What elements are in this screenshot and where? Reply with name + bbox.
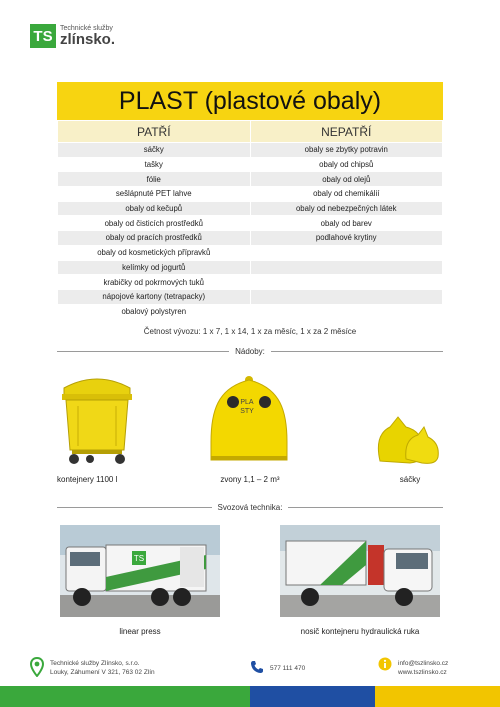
hook-lift-truck-image	[280, 525, 440, 617]
not-belongs-cell: obaly od barev	[250, 216, 443, 231]
footer-web[interactable]: www.tszlinsko.cz	[398, 669, 447, 677]
table-row	[58, 289, 443, 304]
not-belongs-cell	[250, 275, 443, 290]
label-container-1100: kontejnery 1100 l	[57, 475, 118, 484]
container-1100-image	[58, 370, 136, 466]
table-row	[58, 260, 443, 275]
belongs-cell: fólie	[58, 172, 251, 187]
bell-label: PLASTY	[240, 399, 254, 415]
belongs-cell: obaly od kečupů	[58, 201, 251, 216]
table-row	[58, 216, 443, 231]
not-belongs-cell: obaly od chemikálií	[250, 187, 443, 202]
not-belongs-cell: obaly se zbytky potravin	[250, 143, 443, 158]
label-bell: zvony 1,1 – 2 m³	[220, 475, 280, 484]
title-band	[57, 82, 443, 120]
belongs-cell: obalový polystyren	[58, 304, 251, 319]
label-bags: sáčky	[399, 475, 421, 484]
not-belongs-cell: obaly od olejů	[250, 172, 443, 187]
bell-container-image	[205, 372, 293, 468]
table-row	[58, 275, 443, 290]
table-row	[58, 187, 443, 202]
belongs-cell: obaly od čisticích prostředků	[58, 216, 251, 231]
company-logo	[30, 24, 115, 48]
footer-bar-green	[0, 686, 250, 707]
belongs-cell: krabičky od pokrmových tuků	[58, 275, 251, 290]
belongs-cell: tašky	[58, 157, 251, 172]
header-belongs: PATŘÍ	[58, 121, 251, 143]
truck-badge: TS	[133, 554, 145, 563]
footer-address	[50, 659, 155, 678]
collection-frequency: Četnost vývozu: 1 x 7, 1 x 14, 1 x za měsíc, 1 x za 2 měsíce	[143, 327, 357, 336]
footer-street: Louky, Záhumení V 321, 763 02 Zlín	[50, 669, 155, 677]
linear-press-truck-image	[60, 525, 220, 617]
logo-badge: TS	[30, 24, 56, 48]
footer-phone[interactable]: 577 111 470	[270, 665, 306, 672]
table-row	[58, 304, 443, 319]
logo-name: zlínsko.	[60, 31, 116, 48]
vehicles-heading-label: Svozová technika:	[217, 502, 283, 512]
table-row	[58, 157, 443, 172]
containers-heading	[57, 346, 443, 356]
table-row	[58, 231, 443, 246]
not-belongs-cell	[250, 304, 443, 319]
belongs-cell: sešlápnuté PET lahve	[58, 187, 251, 202]
sorting-table	[57, 120, 443, 319]
belongs-cell: kelímky od jogurtů	[58, 260, 251, 275]
table-row	[58, 245, 443, 260]
location-pin-icon	[30, 657, 44, 677]
page-title: PLAST (plastové obaly)	[118, 86, 382, 115]
not-belongs-cell: obaly od chipsů	[250, 157, 443, 172]
footer-company: Technické služby Zlínsko, s.r.o.	[50, 660, 140, 667]
not-belongs-cell	[250, 245, 443, 260]
belongs-cell: obaly od kosmetických přípravků	[58, 245, 251, 260]
table-row	[58, 172, 443, 187]
plastic-bags-image	[370, 405, 442, 465]
belongs-cell: nápojové kartony (tetrapacky)	[58, 289, 251, 304]
footer-bar-yellow	[375, 686, 500, 707]
table-row	[58, 201, 443, 216]
table-row	[58, 143, 443, 158]
not-belongs-cell: podlahové krytiny	[250, 231, 443, 246]
not-belongs-cell	[250, 260, 443, 275]
logo-subtitle: Technické služby	[60, 25, 113, 32]
vehicles-heading	[57, 502, 443, 512]
label-linear-press: linear press	[119, 627, 161, 636]
label-hook-lift: nosič kontejneru hydraulická ruka	[300, 627, 420, 636]
not-belongs-cell	[250, 289, 443, 304]
belongs-cell: obaly od pracích prostředků	[58, 231, 251, 246]
info-icon	[378, 657, 392, 671]
phone-icon	[250, 660, 264, 674]
containers-heading-label: Nádoby:	[235, 346, 265, 356]
footer-email[interactable]: info@tszlinsko.cz	[398, 660, 449, 667]
footer-bar-blue	[250, 686, 375, 707]
not-belongs-cell: obaly od nebezpečných látek	[250, 201, 443, 216]
header-not-belongs: NEPATŘÍ	[250, 121, 443, 143]
belongs-cell: sáčky	[58, 143, 251, 158]
footer-contacts	[398, 659, 448, 678]
